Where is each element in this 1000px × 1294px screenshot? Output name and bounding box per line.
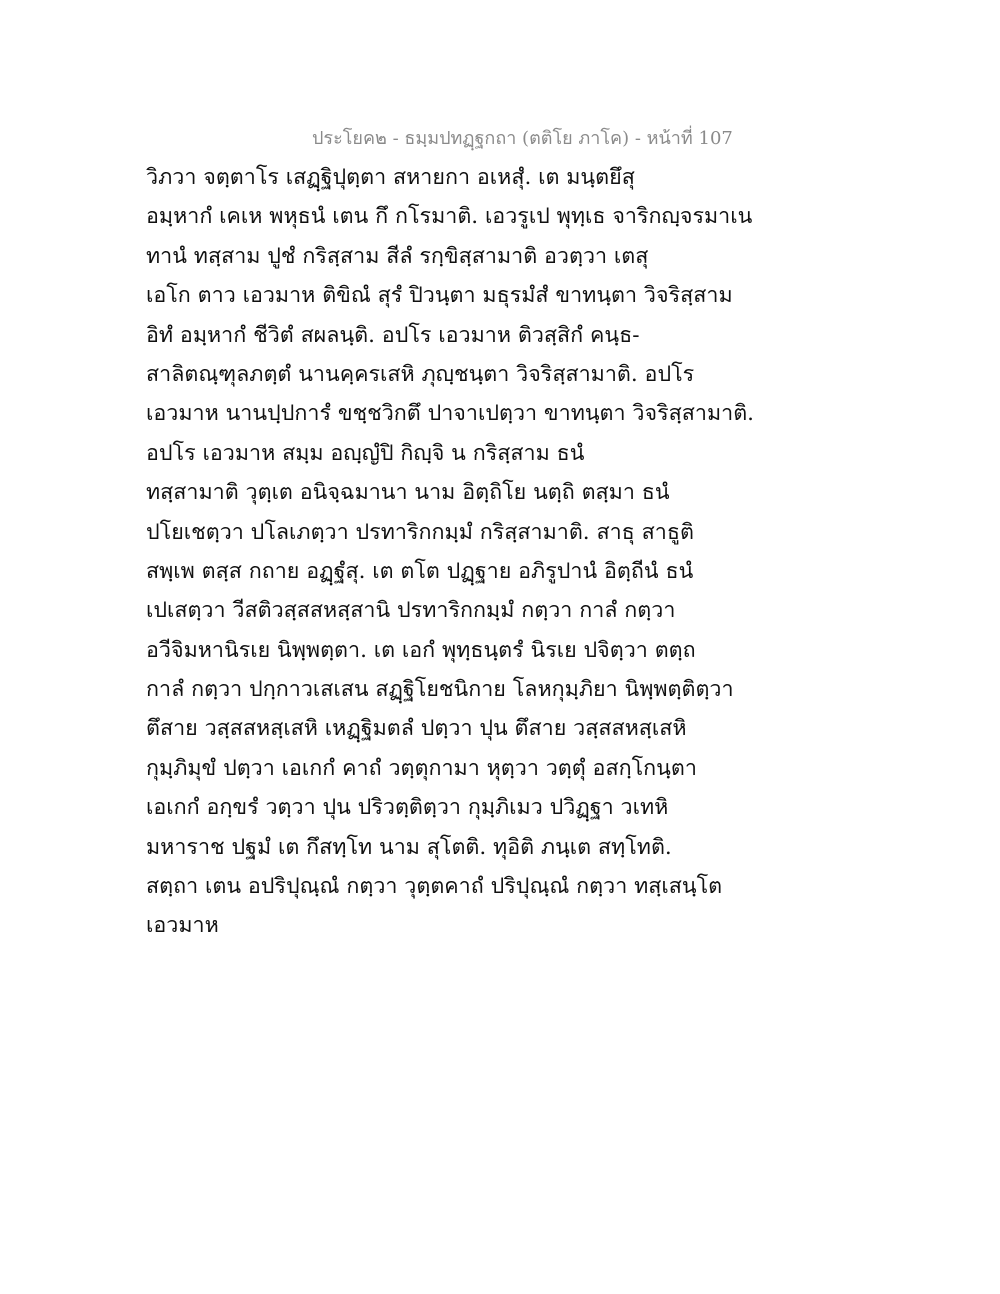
text-line: อวีจิมหานิรเย นิพฺพตฺตา. เต เอกํ พุทฺธนฺตรํ นิรเย ปจิตฺวา ตตฺถ (146, 637, 696, 663)
text-line: เอวมาห (146, 913, 219, 939)
text-line: ปโยเชตฺวา ปโลเภตฺวา ปรทาริกกมฺมํ กริสฺสามาติ. สาธุ สาธูติ (146, 519, 694, 545)
text-line: สาลิตณฺฑุลภตฺตํ นานคฺครเสหิ ภุญฺชนฺตา วิจริสฺสามาติ. อปโร (146, 361, 695, 387)
text-line: มหาราช ปฐมํ เต กึสทฺโท นาม สุโตติ. ทุอิติ ภนฺเต สทฺโทติ. (146, 834, 672, 860)
text-line: อมฺหากํ เคเห พหุธนํ เตน กึ กโรมาติ. เอวรูเป พุทฺเธ จาริกญฺจรมาเน (146, 204, 753, 230)
text-line: เปเสตฺวา วีสติวสฺสสหสฺสานิ ปรทาริกกมฺมํ กตฺวา กาลํ กตฺวา (146, 598, 676, 624)
text-line: เอโก ตาว เอวมาห ติขิณํ สุรํ ปิวนฺตา มธุรมํสํ ขาทนฺตา วิจริสฺสาม (146, 283, 733, 309)
text-line: เอวมาห นานปฺปการํ ขชฺชวิกตึ ปาจาเปตฺวา ขาทนฺตา วิจริสฺสามาติ. (146, 401, 755, 427)
text-line: เอเกกํ อกฺขรํ วตฺวา ปุน ปริวตฺติตฺวา กุมฺภิเมว ปวิฏฺฐา วเทหิ (146, 795, 669, 821)
text-line: ตึสาย วสฺสสหสฺเสหิ เหฏฺฐิมตลํ ปตฺวา ปุน ตึสาย วสฺสสหสฺเสหิ (146, 716, 687, 742)
text-line: กาลํ กตฺวา ปกฺกาวเสเสน สฏฺฐิโยชนิกาย โลหกุมฺภิยา นิพฺพตฺติตฺวา (146, 677, 734, 703)
body-text (146, 158, 755, 946)
text-line: สตฺถา เตน อปริปุณฺณํ กตฺวา วุตฺตคาถํ ปริปุณฺณํ กตฺวา ทสฺเสนฺโต (146, 874, 723, 900)
text-line: กุมฺภิมุขํ ปตฺวา เอเกกํ คาถํ วตฺตุกามา หุตฺวา วตฺตุํ อสกฺโกนฺตา (146, 755, 697, 781)
text-line: ทสฺสามาติ วุตฺเต อนิจฺฉมานา นาม อิตฺถิโย นตฺถิ ตสฺมา ธนํ (146, 480, 670, 506)
text-line: ทานํ ทสฺสาม ปูชํ กริสฺสาม สีลํ รกฺขิสฺสามาติ อวตฺวา เตสุ (146, 243, 649, 269)
text-line: สพฺเพ ตสฺส กถาย อฏฺฐํสุ. เต ตโต ปฏฺฐาย อภิรูปานํ อิตฺถีนํ ธนํ (146, 558, 694, 584)
text-line: อปโร เอวมาห สมฺม อญฺญํปิ กิญฺจิ น กริสฺสาม ธนํ (146, 440, 585, 466)
text-line: วิภวา จตฺตาโร เสฏฺฐิปุตฺตา สหายกา อเหสุํ. เต มนฺตยึสุ (146, 165, 635, 190)
page-header: ประโยค๒ - ธมฺมปทฏฺฐกถา (ตติโย ภาโค) - หน้าที่ 107 (312, 128, 733, 149)
text-line: อิทํ อมฺหากํ ชีวิตํ สผลนฺติ. อปโร เอวมาห ติวสฺสิกํ คนฺธ- (146, 322, 640, 348)
